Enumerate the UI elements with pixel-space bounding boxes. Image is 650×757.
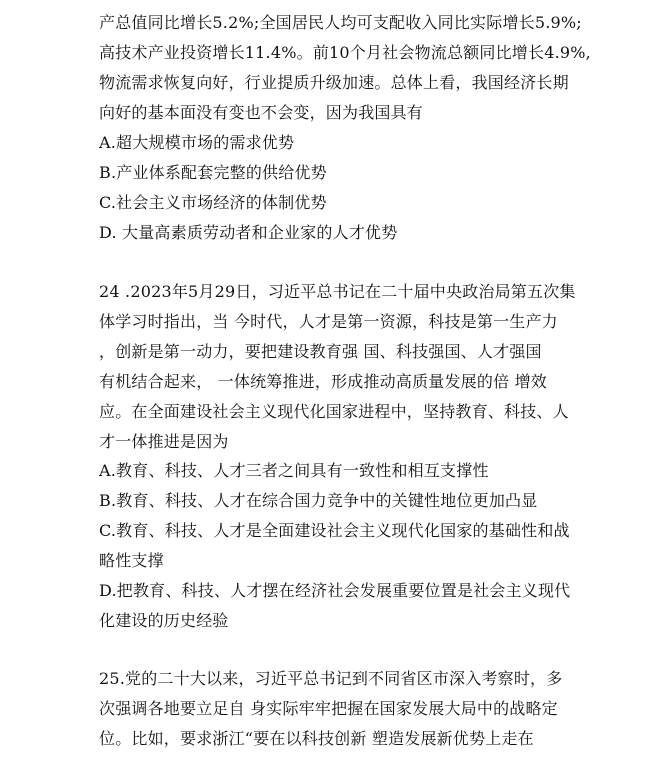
- q23-option-d: D. 大量高素质劳动者和企业家的人才优势: [99, 223, 398, 242]
- q24-option-d: D.把教育、科技、人才摆在经济社会发展重要位置是社会主义现代: [99, 581, 571, 600]
- q24-text-line: 有机结合起来， 一体统筹推进，形成推动高质量发展的倍 增效: [99, 372, 547, 391]
- q23-text-line: 向好的基本面没有变也不会变，因为我国具有: [99, 103, 424, 122]
- q24-option-c: C.教育、科技、人才是全面建设社会主义现代化国家的基础性和战: [99, 521, 570, 540]
- q24-text-line: 24 .2023年5月29日，习近平总书记在二十届中央政治局第五次集: [99, 282, 576, 301]
- q24-text-line: 才一体推进是因为: [99, 432, 229, 451]
- q24-text-line: 体学习时指出，当 今时代，人才是第一资源，科技是第一生产力: [99, 312, 558, 331]
- q24-option-a: A.教育、科技、人才三者之间具有一致性和相互支撑性: [99, 461, 489, 480]
- q23-option-b: B.产业体系配套完整的供给优势: [99, 163, 327, 182]
- q24-option-d-cont: 化建设的历史经验: [99, 611, 229, 630]
- q25-text-line: 位。比如，要求浙江“要在以科技创新 塑造发展新优势上走在: [99, 729, 534, 748]
- q24-text-line: ，创新是第一动力，要把建设教育强 国、科技强国、人才强国: [99, 342, 542, 361]
- q25-text-line: 次强调各地要立足自 身实际牢牢把握在国家发展大局中的战略定: [99, 699, 558, 718]
- q24-option-b: B.教育、科技、人才在综合国力竞争中的关键性地位更加凸显: [99, 491, 538, 510]
- q24-text-line: 应。在全面建设社会主义现代化国家进程中，坚持教育、科技、人: [99, 402, 569, 421]
- q23-text-line: 物流需求恢复向好，行业提质升级加速。总体上看，我国经济长期: [99, 73, 569, 92]
- q23-option-a: A.超大规模市场的需求优势: [99, 133, 295, 152]
- q24-option-c-cont: 略性支撑: [99, 551, 164, 570]
- q23-text-line: 高技术产业投资增长11.4%。前10个月社会物流总额同比增长4.9%,: [99, 43, 591, 62]
- q23-option-c: C.社会主义市场经济的体制优势: [99, 193, 327, 212]
- q25-text-line: 25.党的二十大以来，习近平总书记到不同省区市深入考察时，多: [99, 669, 563, 688]
- q23-text-line: 产总值同比增长5.2%;全国居民人均可支配收入同比实际增长5.9%;: [99, 13, 582, 32]
